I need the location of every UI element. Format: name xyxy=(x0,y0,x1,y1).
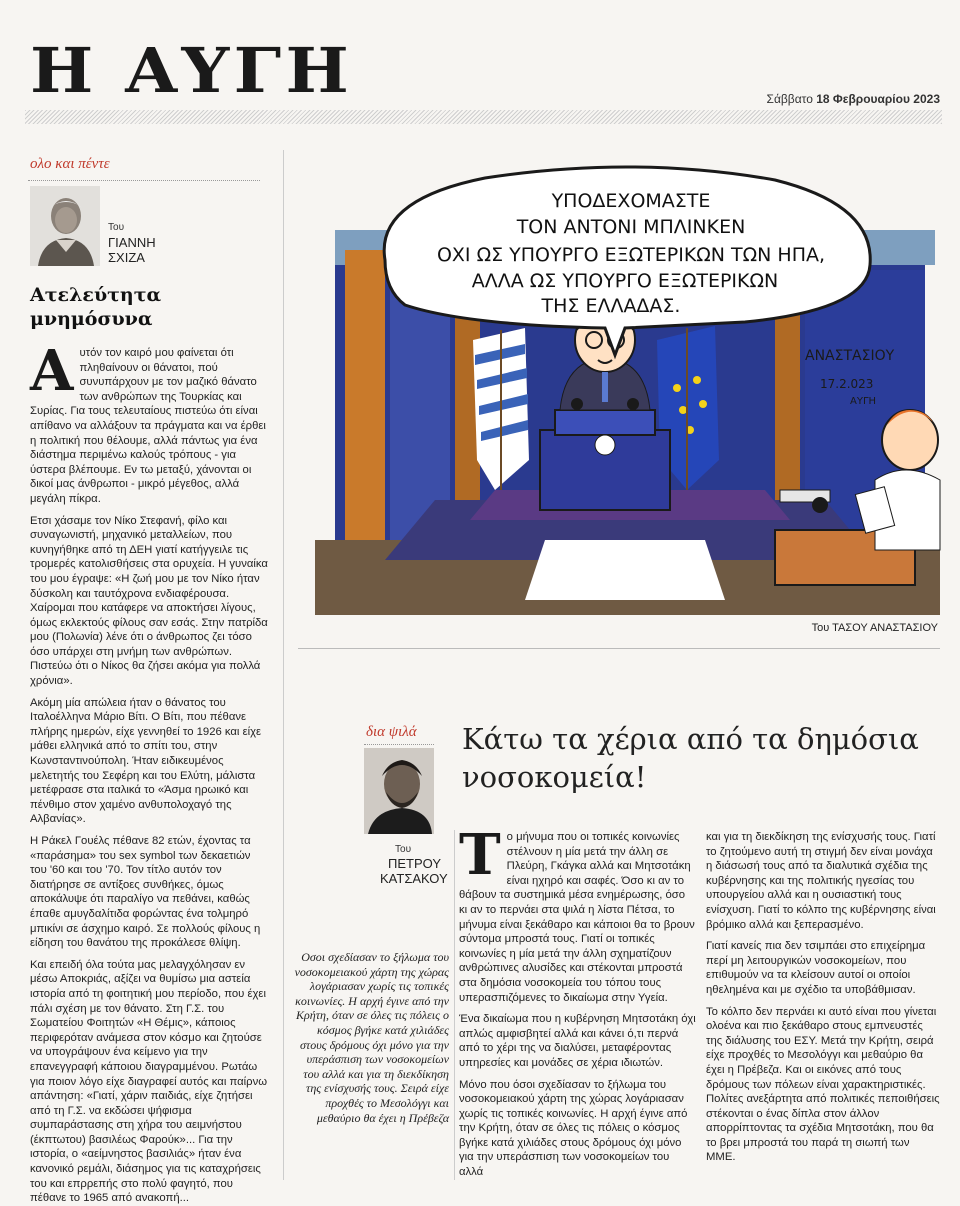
masthead-hatch-divider xyxy=(25,110,942,124)
cartoon-signature-name: ΑΝΑΣΤΑΣΙΟΥ xyxy=(805,348,895,364)
left-byline-firstname: ΓΙΑΝΝΗ xyxy=(108,235,156,250)
right-paragraph-1: Το μήνυμα που οι τοπικές κοινωνίες στέλνουν η μία μετά την άλλη σε Πλεύρη, Γκάγκα αλλά και Μητσοτάκη είναι ηχηρό και σαφές. Όσο κι αν το θάβουν τα συστημικά μέσα ενημέρωσης, όσο κι αν το περνάει στα ψιλά η λίστα Πέτσα, το μήνυμα είναι ξεκάθαρο και κάποιοι θα το βρουν σύντομα μπροστά τους. Γιατί οι τοπικές κοινωνίες η μία μετά την άλλη σχηματίζουν ανθρώπινες αλυσίδες και στέκονται μπροστά στα δημόσια νοσοκομεία του τόπου τους υπερασπιζόμενες το δικαίωμα στην Υγεία. xyxy=(459,822,695,1004)
cartoon-credit: Του ΤΑΣΟΥ ΑΝΑΣΤΑΣΙΟΥ xyxy=(811,622,938,634)
speech-line-5: ΤΗΣ ΕΛΛΑΔΑΣ. xyxy=(541,295,681,317)
left-byline-lastname: ΣΧΙΖΑ xyxy=(108,250,145,265)
right-byline-prefix: Του xyxy=(395,844,412,855)
speech-line-2: ΤΟΝ ΑΝΤΟΝΙ ΜΠΛΙΝΚΕΝ xyxy=(516,216,746,238)
right-dropcap: Τ xyxy=(459,822,501,888)
right-article-col1 xyxy=(459,822,696,1179)
right-section-label: δια ψιλά xyxy=(366,724,417,740)
right-headline-line1: Κάτω τα χέρια από τα δημόσια xyxy=(462,722,919,756)
date-weekday: Σάββατο xyxy=(766,92,813,106)
date-full: 18 Φεβρουαρίου 2023 xyxy=(816,92,940,106)
left-paragraph-5: Και επειδή όλα τούτα μας μελαγχόλησαν εν μέσω Αποκριάς, αξίζει να θυμίσω μια αστεία ιστορία από τη φοιτητική μου περίοδο, που έχει πάλι σχέση με τον θάνατο. Στη Γ.Σ. του Σωματείου Φοιτητών «Η Θέμις», κάποιος περιφερόταν ανάμεσα στον κόσμο και ζητούσε να υπογράψουν ένα κείμενο για την επανεγγραφή κάποιου διαγραμμένου. Ρωτάω για ποιον λόγο είχε διαγραφεί αυτός και παίρνω απάντηση: «Γιατί, χάριν παιδιάς, είχε ζητήσει από τη Γ.Σ. να εκδώσει ψήφισμα συμπαράστασης στη χήρα του αειμνήστου (έκπτωτου) βασιλέως Φαρούκ»... Για την ιστορία, ο «αείμνηστος βασιλιάς» ήταν ένα κανονικό ρεμάλι, διάσημος για τις καταχρήσεις του και επρρεπής στο πολύ φαγητό, που πέθανε το 1965 από ανακοπή... xyxy=(30,958,268,1205)
masthead-title: Η ΑΥΓΗ xyxy=(30,34,354,107)
pullquote-divider xyxy=(454,830,455,1180)
right-headline-line2: νοσοκομεία! xyxy=(462,760,647,794)
author-portrait-schiza xyxy=(30,186,100,266)
column-divider xyxy=(283,150,284,1180)
right-article-col2 xyxy=(706,830,940,1176)
left-section-rule xyxy=(28,180,260,181)
issue-date xyxy=(767,92,940,106)
left-headline-line2: μνημόσυνα xyxy=(30,308,153,330)
left-paragraph-3: Ακόμη μία απώλεια ήταν ο θάνατος του Ιταλοέλληνα Μάριο Βίτι. Ο Βίτι, που πέθανε πλήρης ημερών, είχε γεννηθεί το 1926 και είχε μάθει ελληνικά από το σπίτι του, στην Κωνσταντινούπολη. Ήταν ειδικευμένος μελετητής του Σεφέρη και του Ελύτη, μάλιστα μετέφρασε στα ιταλικά το «Άσμα ηρωικό και πένθιμο στον χαμένο ανθυπολοχαγό της Αλβανίας». xyxy=(30,696,262,826)
left-paragraph-1: Αυτόν τον καιρό μου φαίνεται ότι πληθαίνουν οι θάνατοι, πού συνυπάρχουν με τον μαζικό θάνατο των ανθρώπων της Τουρκίας και Συρίας. Για τους τελευταίους πιστεύω ότι είναι απίθανο να αλλάξουν τα πράγματα και να έρθει η πολιτική που θέλουμε, αλλά πάντως για ένα διάστημα περιμένω καλούς τρόπους - για ύστερα βλέπουμε. Εν τω μεταξύ, χάνονται οι δικοί μας άνθρωποι - μικρό μέγεθος, αλλά μεγάλη πίκρα. xyxy=(30,338,266,505)
left-article-body xyxy=(30,338,270,1205)
cartoon-signature-paper: ΑΥΓΗ xyxy=(850,396,877,407)
left-paragraph-4: Η Ράκελ Γουέλς πέθανε 82 ετών, έχοντας τα «παράσημα» του sex symbol των δεκαετιών του '60 και του '70. Τον τίτλο αυτόν τον διατήρησε σε αντίξοες συνθήκες, όμως αποκάλυψε ότι παραλίγο να πεθάνει, καθώς έπαθε αμυγδαλίτιδα φορώντας ένα τολμηρό μπικίνι σε άσχημο καιρό. Σε πολλούς φίλους η είδηση του θανάτου της προκάλεσε θλίψη. xyxy=(30,835,261,950)
right-paragraph-6: Το κόλπο δεν περνάει κι αυτό είναι που γίνεται ολοένα και πιο ξεκάθαρο στους εμπνευστές της διάλυσης του ΕΣΥ. Μετά την Κρήτη, σειρά είχε προχθές το Μεσολόγγι και μεθαύριο θα έχει η Πρέβεζα. Και οι εικόνες από τους δρόμους των πόλεων είναι χαρακτηριστικές. Πολίτες ανεξάρτητα από πολιτικές πεποιθήσεις στέκονται ο ένας δίπλα στον άλλον απορρίπτοντας τα σχέδια Μητσοτάκη, που θα το βρει μπροστά του παρά τη σιωπή των ΜΜΕ. xyxy=(706,1005,940,1164)
left-section-label: ολο και πέντε xyxy=(30,156,110,172)
cartoon-signature-date: 17.2.023 xyxy=(820,377,874,391)
right-section-rule xyxy=(364,744,434,745)
speech-line-3: ΟΧΙ ΩΣ ΥΠΟΥΡΓΟ ΕΞΩΤΕΡΙΚΩΝ ΤΩΝ ΗΠΑ, xyxy=(436,244,826,266)
right-byline-lastname: ΚΑΤΣΑΚΟΥ xyxy=(380,871,448,886)
right-paragraph-5: Γιατί κανείς πια δεν τσιμπάει στο επιχείρημα περί μη λειτουργικών νοσοκομείων, που επιθυμούν να τα κλείσουν αυτοί οι οποίοι ηθελημένα και με σχέδιο τα υποβάθμισαν. xyxy=(706,940,926,996)
right-paragraph-3: Μόνο που όσοι σχεδίασαν το ξήλωμα του νοσοκομειακού χάρτη της χώρας λογάριασαν χωρίς τις τοπικές κοινωνίες. Η αρχή έγινε από την Κρήτη, όταν σε όλες τις πόλεις ο κόσμος βγήκε κατά χιλιάδες στους δρόμους όχι μόνο για την υπεράσπιση των νοσοκομείων του αλλά xyxy=(459,1078,688,1179)
left-dropcap: Α xyxy=(30,338,74,404)
editorial-cartoon xyxy=(315,160,940,615)
left-paragraph-2: Ετσι χάσαμε τον Νίκο Στεφανή, φίλο και συναγωνιστή, μηχανικό μεταλλείων, που κυνηγήθηκε από τη ΔΕΗ γιατί κατήγγειλε τις τρομερές κατολισθήσεις στα ορυχεία. Η γυναίκα του μου έγραψε: «Η ζωή μου με τον Νίκο ήταν δύσκολη και ταυτόχρονα ενδιαφέρουσα. Χαίρομαι που κατάφερε να αποκτήσει λίγους, όμως εκλεκτούς φίλους σαν εσάς. Στην πατρίδα μου (Πολωνία) λένε ότι ο άνθρωπος ζει τόσο όσο υπάρχει στη μνήμη των ανθρώπων. Πιστεύω ότι ο Νίκος θα ζήσει ακόμα για πολλά χρόνια». xyxy=(30,514,268,688)
right-paragraph-2: Ένα δικαίωμα που η κυβέρνηση Μητσοτάκη όχι απλώς αμφισβητεί αλλά και κάνει ό,τι περνά από το χέρι της να διαλύσει, μεταφέροντας υπηρεσίες και μονάδες σε χέρια ιδιωτών. xyxy=(459,1013,696,1069)
right-paragraph-4: και για τη διεκδίκηση της ενίσχυσής τους. Γιατί το ζητούμενο αυτή τη στιγμή δεν είναι μονάχα η διάσωσή τους από τα διαλυτικά σχέδια της κυβέρνησης και της πολιτικής ηγεσίας του υπουργείου αλλά και η ουσιαστική τους ενίσχυση. Γιατί το κόλπο της κυβέρνησης είναι βρόμικο αλλά και ξεπερασμένο. xyxy=(706,831,936,931)
right-byline-firstname: ΠΕΤΡΟΥ xyxy=(388,856,442,871)
speech-line-4: ΑΛΛΑ ΩΣ ΥΠΟΥΡΓΟ ΕΞΩΤΕΡΙΚΩΝ xyxy=(471,270,779,292)
left-headline-line1: Ατελεύτητα xyxy=(30,284,162,306)
left-byline-prefix: Του xyxy=(108,222,125,233)
speech-line-1: ΥΠΟΔΕΧΟΜΑΣΤΕ xyxy=(551,190,711,212)
cartoon-bottom-rule xyxy=(298,648,940,649)
author-portrait-katsakou xyxy=(364,748,434,834)
pull-quote: Οσοι σχεδίασαν το ξήλωμα του νοσοκομειακού χάρτη της χώρας λογάριασαν χωρίς τις τοπικές κοινωνίες. Η αρχή έγινε από την Κρήτη, όταν σε όλες τις πόλεις ο κόσμος βγήκε κατά χιλιάδες στους δρόμους όχι μόνο για την υπεράσπιση των νοσοκομείων του αλλά και για τη διεκδίκηση της ενίσχυσής τους. Σειρά είχε προχθές το Μεσολόγγι και μεθαύριο θα έχει η Πρέβεζα xyxy=(294,950,449,1125)
